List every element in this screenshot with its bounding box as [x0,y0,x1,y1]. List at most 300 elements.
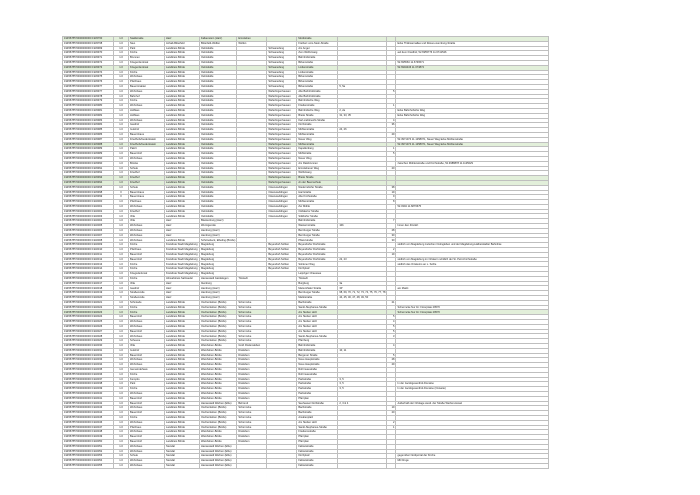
table-cell-g[interactable]: 1.0 [114,200,129,205]
table-cell-street[interactable]: Bauernhof [129,315,165,320]
table-cell-g[interactable]: 1.0 [114,387,129,392]
table-cell-g[interactable]: 1.0 [114,228,129,233]
table-cell-g[interactable]: 1.0 [114,415,129,420]
table-cell-id[interactable]: 1945578570000000000 1946029 [63,339,114,344]
table-cell-id[interactable]: 1945578570000000000 1945760 [63,37,114,42]
table-cell-district[interactable]: Oebisfelde [200,84,237,89]
table-cell-muni[interactable]: Dreileben [237,377,267,382]
table-cell-id[interactable]: 1945578570000000000 1945982 [63,113,114,118]
table-cell-g[interactable]: 1.0 [114,156,129,161]
table-cell-ort[interactable]: Mordstraße [297,37,338,42]
table-cell-ort[interactable]: Beyendorfer Dorfstraße [297,248,338,253]
table-cell-rem[interactable]: südlich von Magdeburg zwischen Ostingleben und der Magdeburg-Halberstädter Bahnlinie [396,243,549,248]
table-cell-id[interactable]: 1945578570000000000 1945970 [63,51,114,56]
table-cell-district[interactable]: Hamburg (Harz) [200,228,237,233]
table-cell-street[interactable]: Straßenzeile [129,296,165,301]
table-cell-region[interactable]: Stendal [165,463,200,468]
table-cell-ort[interactable]: Bernburger Straße [297,228,338,233]
table-cell-id[interactable]: 1945578570000000000 1945989 [63,147,114,152]
table-cell-place[interactable]: Schwanefeng [267,65,297,70]
table-cell-district[interactable]: Hamburg (Harz) [200,233,237,238]
table-cell-g[interactable]: 1.0 [114,176,129,181]
table-cell-muni[interactable]: Wolfen [237,41,267,46]
table-cell-district[interactable]: Oebisfelde [200,75,237,80]
table-cell-muni[interactable] [237,463,267,468]
table-cell-place[interactable]: Weferlingenhausen [267,132,297,137]
table-cell-n[interactable]: 4 [387,320,396,325]
table-cell-region[interactable]: Landkreis Börde [165,123,200,128]
table-cell-place[interactable]: Schwanefeng [267,84,297,89]
table-cell-muni[interactable]: Schermcke [237,310,267,315]
table-cell-street[interactable]: Bauernhof [129,401,165,406]
table-cell-ort[interactable]: Westernstraße [297,224,338,229]
table-cell-id[interactable]: 1945578570000000000 1945999 [63,195,114,200]
table-cell-street[interactable]: Kirche [129,243,165,248]
table-cell-street[interactable]: Friedhofs/Gedenkstein [129,137,165,142]
table-cell-street[interactable]: Friedhof [129,209,165,214]
table-cell-ort[interactable]: Pfarrberg [297,339,338,344]
table-cell-ort[interactable]: Birkenstraße [297,80,338,85]
table-cell-street[interactable]: Kemptio [129,377,165,382]
table-cell-ort[interactable]: Am Sieben Holz [297,329,338,334]
table-cell-region[interactable]: Landkreis Börde [165,94,200,99]
table-cell-region[interactable]: Landkreis Börde [165,329,200,334]
table-cell-ort[interactable]: Marktstraße [297,296,338,301]
table-cell-place[interactable]: Schwanefeng [267,46,297,51]
table-cell-id[interactable]: 1945578570000000000 1946048 [63,430,114,435]
table-cell-region[interactable]: Landkreis Börde [165,99,200,104]
table-cell-region[interactable]: Landkreis Börde [165,334,200,339]
table-cell-district[interactable]: Hansestadt Werben (Elbe) [200,454,237,459]
table-cell-street[interactable]: Kirche [129,70,165,75]
table-cell-muni[interactable]: Dreileben [237,430,267,435]
table-cell-place[interactable]: Schwanefeng [267,56,297,61]
table-cell-id[interactable]: 1945578570000000000 1946037 [63,377,114,382]
table-cell-g[interactable]: 1.0 [114,358,129,363]
table-cell-ort[interactable]: Lindenstraße [297,70,338,75]
table-cell-place[interactable]: Weferlingenhausen [267,147,297,152]
table-cell-rem[interactable]: Mit Druge [396,459,549,464]
table-cell-street[interactable]: Schmiede [129,300,165,305]
table-cell-street[interactable]: Friedhofs/Gedenkstein [129,142,165,147]
table-cell-n[interactable]: 28 [387,228,396,233]
table-cell-n[interactable]: 2 [387,248,396,253]
table-cell-g[interactable]: 1.0 [114,37,129,42]
table-cell-street[interactable]: Wohnhaus [129,459,165,464]
table-cell-district[interactable]: Wanzleben-Börde [200,435,237,440]
table-cell-ort[interactable]: Sohlener Weg [297,262,338,267]
table-cell-id[interactable]: 1945578570000000000 1945985 [63,128,114,133]
table-cell-street[interactable]: Schule [129,166,165,171]
table-cell-district[interactable]: Hansestadt Werben (Elbe) [200,444,237,449]
table-cell-street[interactable]: Kirche [129,415,165,420]
table-cell-g[interactable]: 1.0 [114,41,129,46]
table-cell-ort[interactable]: Mühlenstraße [297,142,338,147]
table-cell-muni[interactable]: Dreileben [237,353,267,358]
table-cell-g[interactable]: 1.0 [114,248,129,253]
table-cell-id[interactable]: 1945578570000000000 1946046 [63,420,114,425]
table-cell-id[interactable]: 1945578570000000000 1946028 [63,334,114,339]
table-cell-g[interactable]: 1.0 [114,344,129,349]
table-cell-g[interactable]: 1.0 [114,276,129,281]
table-cell-g[interactable]: 1.0 [114,459,129,464]
table-cell-ort[interactable]: Bachstraße [297,406,338,411]
table-cell-street[interactable]: Bahnhof [129,94,165,99]
table-cell-district[interactable]: Oebisfelde [200,142,237,147]
table-cell-g[interactable]: 1.0 [114,152,129,157]
table-cell-ort[interactable]: Ermslebener Weg [297,166,338,171]
table-cell-street[interactable]: Wohnhaus [129,430,165,435]
table-cell-region[interactable]: Landkreis Börde [165,300,200,305]
table-cell-id[interactable]: 1945578570000000000 1945979 [63,99,114,104]
table-cell-id[interactable]: 1945578570000000000 1946008 [63,238,114,243]
table-cell-id[interactable]: 1945578570000000000 1946050 [63,439,114,444]
table-cell-street[interactable]: Wohnhaus [129,118,165,123]
table-cell-street[interactable]: Wohnhaus [129,391,165,396]
table-cell-region[interactable]: Landkreis Börde [165,51,200,56]
table-cell-place[interactable]: Weferlingenhausen [267,180,297,185]
table-cell-ort[interactable]: Am Sieben Holz [297,320,338,325]
table-cell-ort[interactable]: Neue Hauptstraße [297,363,338,368]
table-cell-street[interactable]: Bauerntraktat [129,84,165,89]
table-cell-region[interactable]: Landkreis Börde [165,132,200,137]
table-cell-id[interactable]: 1945578570000000000 1946012 [63,257,114,262]
table-cell-g[interactable]: 1.0 [114,84,129,89]
table-cell-region[interactable]: Kreisfreie Stadt Magdeburg [166,248,198,252]
table-cell-ort[interactable]: Kirchplatz [297,454,338,459]
table-cell-g[interactable]: II [114,195,129,200]
table-cell-region[interactable]: Landkreis Börde [165,113,200,118]
table-cell-id[interactable]: 1945578570000000000 1945993 [63,176,114,181]
table-cell-region[interactable]: Landkreis Börde [165,358,200,363]
table-cell-muni[interactable]: Schermcke [237,420,267,425]
table-cell-ort[interactable]: Friedensstraße [297,430,338,435]
table-cell-num[interactable]: 10, 11 [338,348,387,353]
table-cell-district[interactable]: Oebisfelde [200,60,237,65]
table-cell-g[interactable]: 1.0 [114,315,129,320]
table-cell-street[interactable]: Pakrit [129,147,165,152]
table-cell-district[interactable]: Oebisfelde [200,89,237,94]
table-cell-region[interactable]: Landkreis Börde [165,171,200,176]
table-cell-n[interactable]: 38 [387,185,396,190]
table-cell-g[interactable]: 1.0 [114,70,129,75]
table-cell-g[interactable]: 1.0 [114,99,129,104]
table-cell-g[interactable]: 1.0 [114,372,129,377]
table-cell-ort[interactable]: Kirchplatz [297,267,338,272]
table-cell-g[interactable]: 1.0 [114,329,129,334]
table-cell-rem[interactable]: südlich von Magdeburg im Ortskern nördlich der St. Petri-Kirchstraße [396,257,549,262]
table-cell-street[interactable]: Villa [129,214,165,219]
table-cell-street[interactable]: Bauernhof [129,353,165,358]
table-cell-street[interactable]: Straßenzeile [129,291,165,296]
table-cell-ort[interactable]: Neue Hauptstraße [297,358,338,363]
table-cell-muni[interactable]: Schermcke [237,339,267,344]
table-cell-street[interactable]: Kirche [129,267,165,272]
table-cell-district[interactable]: Magdeburg [200,272,237,277]
table-cell-rem[interactable]: 52.6994436 11.673874 [396,65,549,70]
table-cell-n[interactable]: 5 [387,353,396,358]
table-cell-g[interactable]: 1.0 [114,396,129,401]
table-cell-street[interactable]: Bauernhaus [129,190,165,195]
table-cell-n[interactable] [387,463,396,468]
table-cell-id[interactable]: 1945578570000000000 1946003 [63,214,114,219]
table-cell-region[interactable]: Landkreis Börde [165,396,200,401]
table-cell-ort[interactable]: Sankt-Stephanus-Straße [297,425,338,430]
table-cell-g[interactable]: 1.0 [114,209,129,214]
table-cell-id[interactable]: 1945578570000000000 1946019 [63,291,114,296]
table-cell-place[interactable]: Ostenweddingen [267,214,297,219]
table-cell-street[interactable]: Kirche [129,305,165,310]
table-cell-n[interactable]: 19 [387,406,396,411]
table-cell-place[interactable]: Weferlingenhausen [267,128,297,133]
table-cell-id[interactable]: 1945578570000000000 1946017 [63,281,114,286]
table-cell-id[interactable]: 1945578570000000000 1945990 [63,156,114,161]
table-cell-district[interactable]: Oschersleben (Börde) [200,315,237,320]
table-cell-ort[interactable]: Am Ratsbrunnen [297,161,338,166]
table-cell-id[interactable]: 1945578570000000000 1945980 [63,104,114,109]
table-cell-ort[interactable]: Beyendorfer Dorfstraße [297,257,338,262]
table-cell-region[interactable]: Landkreis Börde [165,420,200,425]
table-cell-street[interactable]: Wohnhaus [129,363,165,368]
table-cell-region[interactable]: Landkreis Börde [165,382,200,387]
table-cell-n[interactable]: 5 [387,152,396,157]
table-cell-muni[interactable]: Trüstedt [237,276,267,281]
table-cell-region[interactable]: Landkreis Börde [165,152,200,157]
table-cell-muni[interactable]: Schermcke [237,315,267,320]
table-cell-id[interactable]: 1945578570000000000 1946005 [63,224,114,229]
table-cell-place[interactable]: Weferlingenhausen [267,137,297,142]
table-cell-g[interactable]: 1.0 [114,89,129,94]
table-cell-region[interactable]: Harz [165,281,200,286]
table-cell-street[interactable]: Kirche [129,99,165,104]
table-cell-region[interactable]: Landkreis Börde [165,324,200,329]
table-cell-street[interactable]: Gemeindehaus [129,367,165,372]
table-cell-g[interactable]: 1.0 [114,334,129,339]
table-cell-g[interactable]: 1.0 [114,238,129,243]
table-cell-district[interactable]: Oebisfelde [200,56,237,61]
table-cell-district[interactable]: Oschersleben (Börde) [200,310,237,315]
table-cell-ort[interactable]: Bergener Straße [297,353,338,358]
table-cell-id[interactable]: 1945578570000000000 1946030 [63,344,114,349]
table-cell-region[interactable]: Kreisfreie Stadt Magdeburg [166,262,198,266]
table-cell-region[interactable]: Landkreis Börde [165,166,200,171]
table-cell-district[interactable]: Oebisfelde [200,152,237,157]
table-cell-g[interactable]: 1.0 [114,382,129,387]
table-cell-id[interactable]: 1945578570000000000 1945994 [63,180,114,185]
table-cell-district[interactable]: Oebisfelde [200,204,237,209]
table-cell-ort[interactable]: Am Sieben Holz [297,324,338,329]
table-cell-ort[interactable]: Bahnhofstraße [297,344,338,349]
table-cell-place[interactable]: Schwanefeng [267,60,297,65]
table-cell-g[interactable]: 1.0 [114,123,129,128]
table-cell-ort[interactable]: Beyendorfer Dorfstraße [297,243,338,248]
table-cell-place[interactable]: Weferlingenhausen [267,123,297,128]
table-cell-n[interactable]: 5 [387,329,396,334]
table-cell-district[interactable]: Oebisfelde [200,161,237,166]
table-cell-rem[interactable]: zwischen Mühlenstraße und Kirchstraße, 52.3988878 11.1125029 [396,161,549,166]
table-cell-id[interactable]: 1945578570000000000 1946007 [63,233,114,238]
table-cell-district[interactable]: Wanzleben-Börde [200,363,237,368]
table-cell-district[interactable]: Oebisfelde [200,209,237,214]
table-cell-region[interactable]: Landkreis Börde [165,128,200,133]
table-cell-rem[interactable]: 52.3971374 11.1258071, Neuer Weg Ecke Mühlenstraße [396,137,549,142]
table-cell-ort[interactable]: Neuer Weg [297,156,338,161]
table-cell-region[interactable]: Harz [165,291,200,296]
table-cell-g[interactable]: 1.0 [114,348,129,353]
table-cell-muni[interactable]: Behrend [237,401,267,406]
table-cell-ort[interactable]: Lindenstraße [297,65,338,70]
table-row[interactable] [63,257,549,262]
table-cell-id[interactable]: 1945578570000000000 1946032 [63,353,114,358]
table-cell-g[interactable]: 1.0 [114,272,129,277]
table-cell-street[interactable]: Kirche [129,276,165,281]
table-cell-district[interactable]: Oschersleben (Börde) [200,324,237,329]
table-cell-street[interactable]: Wohnhaus [129,324,165,329]
table-cell-street[interactable]: Wohnhaus [129,334,165,339]
table-cell-g[interactable]: 1.0 [114,75,129,80]
table-cell-region[interactable]: Kreisfreie Stadt Magdeburg [166,252,198,256]
table-cell-id[interactable]: 1945578570000000000 1945972 [63,60,114,65]
table-cell-district[interactable]: Oschersleben (Börde) [200,411,237,416]
table-cell-n[interactable]: 30 [387,233,396,238]
table-cell-ort[interactable]: Sankt-Stephanus-Straße [297,305,338,310]
table-cell-place[interactable]: Schwanefeng [267,51,297,56]
table-cell-place[interactable]: Weferlingenhausen [267,99,297,104]
table-cell-id[interactable]: 1945578570000000000 1946025 [63,320,114,325]
table-cell-region[interactable]: Landkreis Börde [165,238,200,243]
table-cell-street[interactable]: Wohnhaus [129,358,165,363]
table-cell-region[interactable]: Landkreis Börde [165,344,200,349]
table-cell-street[interactable]: Wohnhaus [129,104,165,109]
table-cell-num[interactable]: 3, 5 [338,382,387,387]
table-cell-muni[interactable]: Schermcke [237,329,267,334]
table-cell-muni[interactable]: Dreileben [237,439,267,444]
table-cell-muni[interactable]: Schermcke [237,300,267,305]
table-cell-n[interactable]: 29 [387,132,396,137]
table-cell-g[interactable]: 1.0 [114,339,129,344]
table-cell-id[interactable]: 1945578570000000000 1946034 [63,363,114,368]
table-cell-n[interactable]: 28 [387,358,396,363]
table-cell-n[interactable]: 1 [387,104,396,109]
table-cell-num[interactable]: 3P [338,286,387,291]
table-cell-region[interactable]: Landkreis Börde [165,180,200,185]
table-cell-g[interactable]: II [114,190,129,195]
table-cell-g[interactable]: 1.0 [114,60,129,65]
table-cell-ort[interactable]: Mühlenstraße [297,128,338,133]
table-cell-num[interactable]: 22, 23 [338,257,387,262]
table-cell-district[interactable]: Wanzleben-Börde [200,396,237,401]
table-cell-ort[interactable]: Amalienplatz [297,415,338,420]
table-cell-g[interactable]: 1.0 [114,233,129,238]
table-cell-region[interactable]: Harz [165,219,200,224]
table-cell-ort[interactable]: Bahnhofsche Weg [297,99,338,104]
table-cell-district[interactable]: Oebisfelde [200,132,237,137]
table-cell-g[interactable]: 1.0 [114,214,129,219]
table-cell-district[interactable]: Magdeburg [200,262,237,267]
table-cell-muni[interactable]: Schermcke [237,305,267,310]
table-cell-ort[interactable]: Am Anger [297,46,338,51]
table-cell-ort[interactable]: Leipziger Chaussee [297,272,338,277]
table-cell-ort[interactable]: Fabianstraße [297,449,338,454]
table-cell-region[interactable]: Landkreis Börde [165,310,200,315]
table-cell-region[interactable]: Stendal [165,454,200,459]
table-cell-district[interactable]: Oschersleben (Börde) [200,334,237,339]
table-cell-place[interactable]: Weferlingenhausen [267,142,297,147]
table-cell-region[interactable]: Landkreis Börde [165,209,200,214]
table-cell-district[interactable]: Oebisfelde [200,185,237,190]
table-cell-g[interactable]: 1.0 [114,108,129,113]
table-cell-g[interactable]: 1.0 [114,204,129,209]
table-cell-street[interactable]: Wohnhaus [129,406,165,411]
table-cell-g[interactable]: 1.0 [114,430,129,435]
table-cell-ort[interactable]: Sankt-Stephanus-Straße [297,334,338,339]
table-cell-n[interactable]: 7 [387,219,396,224]
table-cell-street[interactable]: Wohnhaus [129,238,165,243]
table-cell-place[interactable]: Ostenweddingen [267,190,297,195]
table-cell-g[interactable]: 1.0 [114,363,129,368]
table-cell-id[interactable]: 1945578570000000000 1946055 [63,463,114,468]
table-cell-id[interactable]: 1945578570000000000 1946000 [63,200,114,205]
table-cell-place[interactable]: Weferlingenhausen [267,89,297,94]
table-cell-street[interactable]: Bauernhof [129,439,165,444]
table-cell-region[interactable]: Landkreis Börde [165,75,200,80]
table-cell-g[interactable]: 1.0 [114,262,129,267]
table-cell-street[interactable]: Wohnhaus [129,224,165,229]
table-cell-region[interactable]: Landkreis Börde [165,435,200,440]
table-cell-num[interactable]: 2, 3 & 4 [338,401,387,406]
table-cell-g[interactable]: 1.0 [114,104,129,109]
table-cell-region[interactable]: Harz [165,37,200,42]
table-cell-g[interactable]: 1.0 [114,377,129,382]
table-cell-muni[interactable]: Schermcke [237,425,267,430]
table-cell-street[interactable]: Kriegerdenkmal [129,60,165,65]
table-cell-g[interactable]: 1.0 [114,113,129,118]
table-cell-id[interactable]: 1945578570000000000 1946006 [63,228,114,233]
table-cell-place[interactable]: Beyendorf-Sohlen [267,267,297,272]
table-cell-street[interactable]: Bauernhof [129,411,165,416]
table-cell-ort[interactable]: Kirchstraße [297,123,338,128]
table-cell-district[interactable]: Oebisfelde [200,113,237,118]
table-cell-g[interactable]: 1.0 [114,219,129,224]
table-cell-district[interactable]: Hansestadt Werben (Elbe) [200,459,237,464]
table-cell-region[interactable]: Landkreis Börde [165,377,200,382]
table-cell-rem[interactable]: Ecke Bahnhofsche Weg [396,108,549,113]
table-cell-street[interactable]: Pfarrhaus [129,200,165,205]
table-cell-street[interactable]: Villa [129,344,165,349]
table-cell-g[interactable]: 1.0 [114,281,129,286]
table-cell-ort[interactable]: Seehauser Dorfstraße [297,401,338,406]
table-cell-street[interactable]: Schule [129,185,165,190]
table-cell-id[interactable]: 1945578570000000000 1946051 [63,444,114,449]
table-cell-district[interactable]: Oschersleben (Börde) [200,406,237,411]
table-cell-g[interactable]: 1.0 [114,391,129,396]
table-cell-g[interactable]: 1.0 [114,128,129,133]
table-cell-street[interactable]: Gasthof [129,123,165,128]
table-cell-district[interactable]: Magdeburg [200,248,237,253]
table-cell-region[interactable]: Landkreis Börde [165,104,200,109]
table-cell-ort[interactable]: Bachstraße [297,411,338,416]
table-cell-muni[interactable]: Schermcke [237,324,267,329]
table-cell-district[interactable]: Oebisfelde [200,70,237,75]
table-cell-id[interactable]: 1945578570000000000 1945991 [63,166,114,171]
table-cell-ort[interactable]: Am Sieben Holz [297,310,338,315]
table-cell-rem[interactable]: Außerhalb der Ortslage westl. der Straße Werben-Havel [396,401,549,406]
table-cell-district[interactable]: Hamburg (Harz) [200,291,237,296]
table-cell-street[interactable]: Scheune [129,339,165,344]
table-cell-id[interactable]: 1945578570000000000 1946011 [63,252,114,257]
table-cell-n[interactable]: 19 [387,252,396,257]
table-cell-region[interactable]: Landkreis Börde [165,137,200,142]
